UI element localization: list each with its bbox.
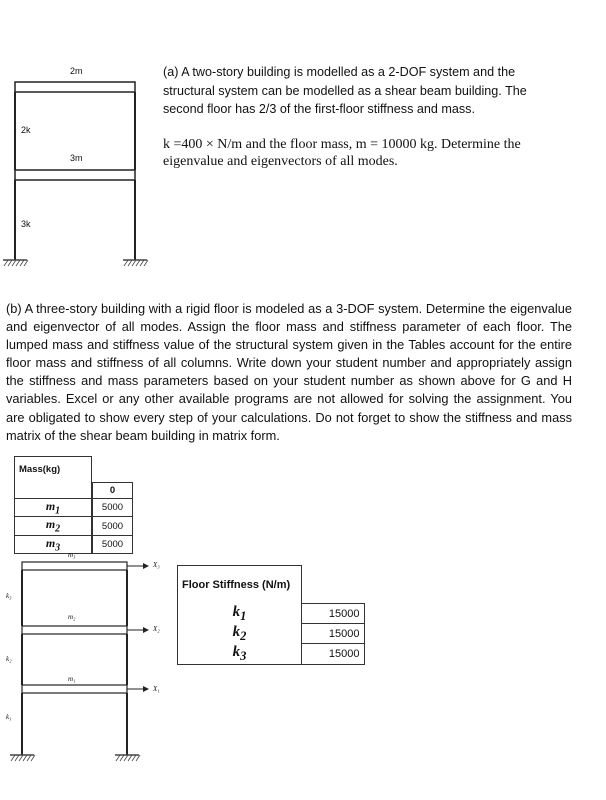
two-story-frame-figure bbox=[0, 60, 160, 275]
mass-subscript: 1 bbox=[55, 505, 61, 517]
middle-floor-slab bbox=[15, 170, 135, 180]
middle-mass-label: 3m bbox=[70, 153, 83, 163]
stiffness-subscript: 2 bbox=[240, 628, 247, 643]
k2-label: k₂ bbox=[6, 655, 12, 663]
m1-label: m₁ bbox=[68, 675, 76, 683]
k3-label: k₃ bbox=[6, 592, 12, 600]
mass-column-header: 0 bbox=[93, 483, 133, 499]
mass-value: 5000 bbox=[93, 517, 133, 535]
mass-subscript: 2 bbox=[55, 523, 61, 535]
part-a-given-values: k =400 × N/m and the floor mass, m = 10000 kg. Determine the eigenvalue and eigenvectors of all modes. bbox=[163, 137, 521, 169]
upper-stiffness-label: 2k bbox=[21, 125, 31, 135]
m3-label: m₃ bbox=[68, 551, 76, 559]
stiffness-subscript: 1 bbox=[240, 608, 247, 623]
k1-label: k₁ bbox=[6, 713, 12, 721]
x3-label: X₃ bbox=[153, 561, 160, 569]
ground-support-left bbox=[10, 755, 35, 761]
stiffness-value: 15000 bbox=[302, 624, 365, 644]
table-row bbox=[15, 517, 133, 535]
three-story-frame-figure bbox=[0, 548, 175, 778]
mass-subscript: 3 bbox=[55, 542, 61, 554]
ground-support-right bbox=[123, 260, 148, 266]
x2-label: X₂ bbox=[153, 625, 160, 633]
stiffness-symbol: k bbox=[232, 623, 241, 640]
part-b-statement: (b) A three-story building with a rigid floor is modeled as a 3-DOF system. Determine the eigenvalue and eigenvector of all modes. Assign the floor mass and stiffness parameter of each floor. The lumped mass and stiffness value of the structural system given in the Tables account for the entire floor mass and stiffness of all columns. Write down your student number and appropriately assign the stiffness and mass parameters based on your student number as shown above for G and H variables. Excel or any other available programs are not allowed for solving the assignment. You are obligated to show every step of your calculations. Do not forget to show the stiffness and mass matrix of the shear beam building in matrix form. bbox=[6, 301, 572, 443]
mass-value: 5000 bbox=[93, 535, 133, 553]
lower-stiffness-label: 3k bbox=[21, 219, 31, 229]
floor-slab-1 bbox=[22, 685, 127, 693]
table-row bbox=[178, 644, 365, 665]
stiffness-table bbox=[177, 565, 365, 665]
part-a-statement: (a) A two-story building is modelled as a 2-DOF system and the structural system can be modelled as a shear beam building. The second floor has 2/3 of the first-floor stiffness and mass. bbox=[163, 65, 527, 116]
m2-label: m₂ bbox=[68, 613, 76, 621]
table-row bbox=[15, 499, 133, 517]
ground-support-left bbox=[3, 260, 28, 266]
mass-symbol: m bbox=[45, 517, 56, 532]
mass-symbol: m bbox=[45, 535, 56, 550]
top-floor-slab bbox=[15, 82, 135, 92]
mass-table-header: Mass(kg) bbox=[15, 457, 92, 483]
x1-label: X₁ bbox=[153, 685, 160, 693]
table-row bbox=[178, 604, 365, 624]
stiffness-subscript: 3 bbox=[240, 648, 247, 663]
floor-slab-3 bbox=[22, 562, 127, 570]
stiffness-symbol: k bbox=[232, 603, 241, 620]
mass-table bbox=[14, 456, 133, 554]
stiffness-table-header: Floor Stiffness (N/m) bbox=[178, 566, 302, 604]
mass-symbol: m bbox=[45, 499, 56, 513]
ground-support-right bbox=[115, 755, 140, 761]
mass-value: 5000 bbox=[93, 499, 133, 517]
top-mass-label: 2m bbox=[70, 66, 83, 76]
floor-slab-2 bbox=[22, 626, 127, 634]
table-row bbox=[178, 624, 365, 644]
stiffness-value: 15000 bbox=[302, 644, 365, 665]
stiffness-symbol: k bbox=[232, 643, 241, 660]
stiffness-value: 15000 bbox=[302, 604, 365, 624]
